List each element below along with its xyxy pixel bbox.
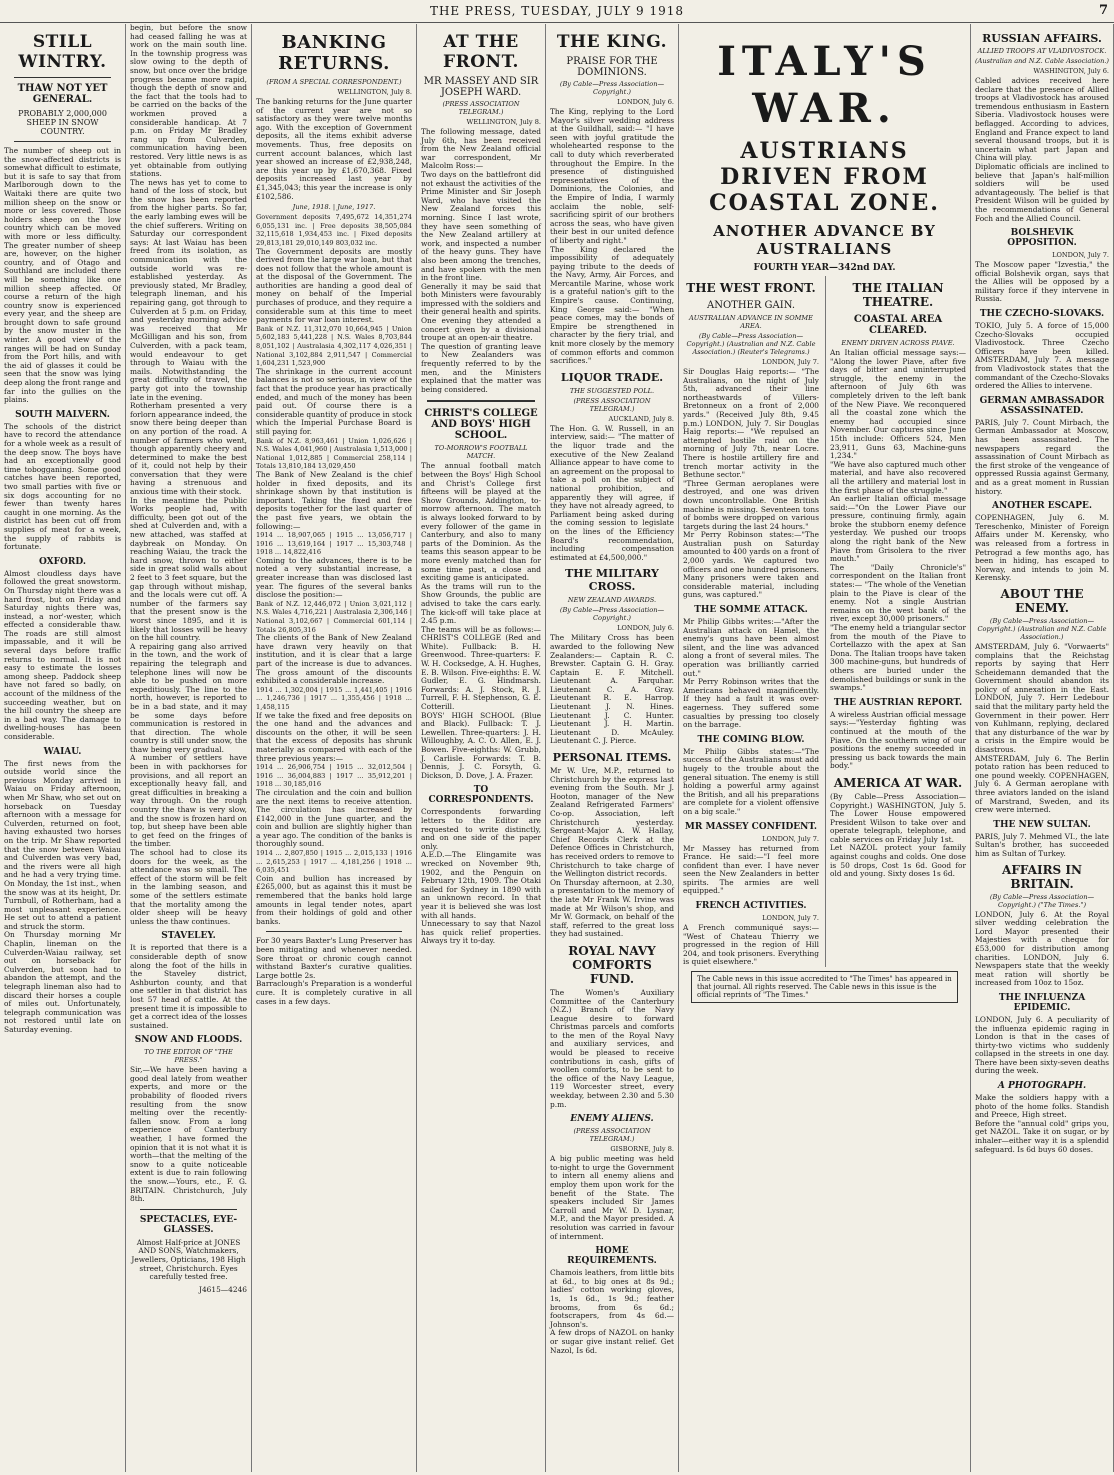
subheadline: TO-MORROW'S FOOTBALL MATCH. [434,444,528,461]
dateline: LONDON, July 7. [762,358,819,366]
dateline: WELLINGTON, July 8. [466,118,541,126]
article-text: A repairing gang also arrived in the town, and the work of repairing the telegraph and telephone lines will now be able to be pushed on more expeditiously. The line to the north, however, is reported to be in a bad state, and it may be some days before communication is restored in that direction. The whole country is still under snow, the thaw being very gradual. [130,641,247,754]
team-list: BOYS' HIGH SCHOOL (Blue and Black). Fullback: T. J. Lewellen. Three-quarters: J. H. Willoughby, A. C. O. Allen, E. J. Bowen. Five-eighths: W. Grubb, J. Carlisle. Forwards: T. B. Dennis, J. C. Forsyth, G. Dickson, D. Dove, J. A. Frazer. [421,710,541,780]
column-6 [679,24,971,1472]
article-text: The number of sheep out in the snow-affected districts is somewhat difficult to estimate, but it is safe to say that from Marlborough down to the Waitaki there are quite two million sheep on the snow or more or less covered. Those holders sheep on the low country which can be moved with more or less difficulty. The greater number of sheep are, however, on the higher country, and of Otago and Southland are included there will be something like one million sheep affected. Of course a return of the high country snow is experienced every year, and the sheep are brought down to safe ground by the snow muster in the winter. A good view of the ranges will be had on Sunday from the Port hills, and with the aid of glasses it could be seen that the snow was lying deep along the front range and far into the gullies on the plains. [4,146,121,405]
column-5 [546,24,679,1472]
article-text: The Bank of New Zealand is the chief holder in fixed deposits, and its shrinkage shown by that institution is important. Taking the fixed and free deposits together for the last quarter of the past five years, we obtain the following:— [256,469,412,531]
figures-table: 1914 ... 2,807,850 | 1915 ... 2,015,133 | 1916 ... 2,615,253 | 1917 ... 4,181,256 | 1918 ... 6,035,451 [256,849,412,875]
section-heading: THE INFLUENZA EPIDEMIC. [998,992,1086,1013]
figures-table: 1914 ... 1,302,004 | 1915 ... 1,441,405 | 1916 ... 1,246,736 | 1917 ... 1,355,456 | 1918 ... 1,458,115 [256,685,412,711]
article-text: PARIS, July 7. Count Mirbach, the German Ambassador at Moscow, has been assassinated. The newspapers regard the assassination of Count Mirbach as the first stroke of the vengeance of oppressed Russia against Germany, and as a great moment in Russian history. [975,417,1109,496]
section-heading: HOME REQUIREMENTS. [567,1246,657,1267]
article-text: Mr Massey has returned from France. He said:—"I feel more confident than ever. I have never seen the New Zealanders in better spirits. The armies are well equipped." [683,843,819,896]
section-heading: THE MILITARY CROSS. [565,567,659,594]
article-text: The clients of the Bank of New Zealand have drawn very heavily on that institution, and it is clear that a large part of the increase is due to advances. The gross amount of the discounts exhibited a considerable increase. [256,633,412,686]
article-text: Mr W. Ure, M.P., returned to Christchurch by the express last evening from the South. Mr J. Hooton, manager of the New Zealand Refrigerated Farmers' Co-op. Association, left Christchurch yesterday. Sergeant-Major A. W. Hallay, Chief Records Clerk at the Defence Offices in Christchurch, has received orders to remove to Christchurch to take charge of the Wellington district records. [550,766,674,879]
article-text: A wireless Austrian official message says:—"Yesterday fighting was continued at the mouth of the Piave. On the southern wing of our positions the enemy succeeded in pressing us back towards the main body." [830,709,966,771]
section-heading: TO CORRESPONDENTS. [428,785,534,806]
table-header: June, 1918. | June, 1917. [292,203,376,212]
headline-affairs-in-britain: AFFAIRS IN BRITAIN. [1002,862,1082,891]
article-text: COPENHAGEN, July 6. M. Tereschenko, Minister of Foreign Affairs under M. Kerensky, who was released from a fortress in Petrograd a few months ago, has been in hiding, has escaped to Norway, and intends to join M. Kerensky. [975,513,1109,583]
byline: (By Cable—Press Association—Copyright.) [559,606,665,623]
ad-text: Unnecessary to say that Nazol has quick relief properties. Always try it to-day. [421,919,541,946]
section-heading: THE COMING BLOW. [697,734,805,745]
section-heading: MR MASSEY CONFIDENT. [684,821,818,832]
byline: (By Cable—Press Association—Copyright.) (Australian and N.Z. Cable Association.) [977,616,1107,641]
article-text: Correspondents forwarding letters to the Editor are requested to write distinctly, and on one side of the paper only. [421,807,541,851]
section-heading: ROYAL NAVY COMFORTS FUND. [568,943,656,986]
article-text: The King, replying to the Lord Mayor's silver wedding address at the Guildhall, said:— "I have seen with joyful gratitude the wholehearted response to the call to duty which reverberated throughout the Empire. In the presence of distinguished representatives of the Dominions, the Colonies, and the Empire of India, I warmly acclaim the noble, self-sacrificing spirit of our brothers across the seas, who have given their best in our united defence of liberty and right." [550,107,674,245]
article-text: A big public meeting was held to-night to urge the Government to intern all enemy aliens and employ them upon work for the benefit of the State. The speakers included Sir James Carroll and Mr W. D. Lysnar, M.P., and the Mayor presided. A resolution was carried in favour of internment. [550,1154,674,1241]
byline: (Australian and N.Z. Cable Association.) [975,57,1109,65]
article-text: On Thursday morning Mr Chaplin, lineman on the Culverden-Waiau railway, set out on horseback for Culverden, but soon had to abandon the attempt, and the telegraph lineman also had to discard their horses a couple of miles out. Unfortunately, telegraph communication was not restored until late on Saturday evening. [4,930,121,1034]
byline: (By Cable—Press Association—Copyright.) ("The Times.") [989,892,1095,909]
headline-banking-returns: BANKING RETURNS. [278,32,390,74]
article-text: The Government deposits are mostly derived from the large war loan, but that does not follow that the whole amount is at the disposal of the Government. The authorities are handing a good deal of money on behalf of the Imperial purchases of produce, and they require a considerable sum at this time to meet payments for war loan interest. [256,246,412,325]
ad-code: J4615—4246 [199,1284,247,1294]
article-text: The "Daily Chronicle's" correspondent on the Italian front states:— "The whole of the Venetian plain to the Piave is clear of the enemy. Not a single Austrian remains on the west bank of the river, except 30,000 prisoners." [830,562,966,624]
section-heading: THE CZECHO-SLOVAKS. [979,309,1105,320]
divider [427,400,535,402]
figures-table: Bank of N.Z. 8,963,461 | Union 1,026,626 | N.S. Wales 4,041,960 | Australasia 1,513,000 | National 1,012,885 | Commercial 258,114 | Totals 13,810,184 13,029,450 [256,436,412,471]
dateline: LONDON, July 6. [617,624,674,633]
subheadline: PROBABLY 2,000,000 SHEEP IN SNOW COUNTRY. [18,109,107,136]
ad-text: Let NAZOL protect your family against coughs and colds. One dose is 50 drops, Cost 1s 6d. Good for old and young. Sixty doses 1s 6d. [830,843,966,879]
byline: (PRESS ASSOCIATION TELEGRAM.) [442,100,520,116]
article-text: "The enemy held a triangular sector from the mouth of the Piave to Cortellazzo with the apex at San Dona. The Italian troops have taken 300 machine-guns, but hundreds of others are buried under the demolished buildings or sunk in the swamps." [830,623,966,693]
article-text: On Thursday afternoon, at 2.30, a presentation to the memory of the late Mr Frank W. Irvine was made at Mr Wilson's shop, and Mr W. Gormack, on behalf of the staff, referred to the great loss they had sustained. [550,877,674,939]
article-text: The circulation and the coin and bullion are the next items to receive attention. The circulation has increased by £142,000 in the June quarter, and the coin and bullion are slightly higher than a year ago. The condition of the banks is thoroughly sound. [256,787,412,849]
article-text: The King declared the impossibility of adequately paying tribute to the deeds of the Navy, Army, Air Forces, and Mercantile Marine, whose work is a grateful nation's gift to the Empire's cause. Continuing, King George said:— "When peace comes, may the bonds of Empire be strengthened in character by the fiery trial, and knit more closely by the memory of common efforts and common sacrifices." [550,244,674,366]
section-heading: THE SOMME ATTACK. [694,605,808,616]
ad-text: A few drops of NAZOL on hanky or sugar give instant relief. Get Nazol, Is 6d. [550,1328,674,1355]
subheadline: PRAISE FOR THE DOMINIONS. [566,56,658,78]
dateline: AUCKLAND, July 8. [608,414,674,423]
subheadline: MR MASSEY AND SIR JOSEPH WARD. [423,76,539,98]
article-text: An Italian official message says:— "Along the lower Piave, after five days of bitter and uninterrupted struggle, the enemy in the afternoon of July 6th was completely driven to the left bank of the New Piave. We reconquered all the coastal zone which the enemy had occupied since November. Our captures since June 15th include: Officers 524, Men 23,911, Guns 63, Machine-guns 1,234." [830,348,966,461]
byline: (PRESS ASSOCIATION TELEGRAM.) [573,396,651,413]
article-text: "We have also captured much other material, and have also recovered all the artillery and material lost in the first phase of the struggle." [830,459,966,495]
article-text: Sir,—We have been having a good deal lately from weather experts, and more or the probability of flooded rivers resulting from the snow melting over the recently-fallen snow. From a long experience of Canterbury weather, I have formed the opinion that it is not what it is worth—that the melting of the snow to a quite noticeable extent is due to rain following the snow.—Yours, etc., F. G. BRITAIN. Christchurch, July 8th. [130,1065,247,1204]
headline-another-advance: ANOTHER ADVANCE BY AUSTRALIANS [713,222,936,258]
figures-table: 1914 ... 18,907,065 | 1915 ... 13,056,717 | 1916 ... 13,619,164 | 1917 ... 15,303,748 | 1918 ... 14,822,416 [256,531,412,557]
sub-column-left [683,276,819,967]
article-text: It is reported that there is a considerable depth of snow along the foot of the hills in the Staveley district, Ashburton county, and that one settler in that district has lost 57 head of cattle. At the present time it is impossible to get a correct idea of the losses sustained. [130,943,247,1030]
article-text: A number of settlers have been in with packhorses for provisions, and all report an exceptionally heavy fall, and great difficulties in breaking a way through. On the rough country the thaw is very slow, and the snow is frozen hard on top, but sheep have been able to get feed on the fringes of the timber. [130,753,247,849]
subheadline: NEW ZEALAND AWARDS. [567,596,657,605]
section-heading: THE AUSTRIAN REPORT. [833,697,963,708]
article-text: Diplomatic officials are inclined to believe that Japan's half-million soldiers will be used advantageously. The belief is that President Wilson will be guided by the recommendations of General Foch and the Allied Council. [975,161,1109,223]
article-text: Two days on the battlefront did not exhaust the activities of the Prime Minister and Sir Joseph Ward, who have visited the New Zealand forces this morning. Since I last wrote, they have seen something of the New Zealand artillery at work, and inspected a number of the heavy guns. They have also been among the trenches, and have spoken with the men in the front line. [421,169,541,283]
article-text: The annual football match between the Boys' High School and Christ's College first fifteens will be played at the Show Grounds, Addington, to-morrow afternoon. The match is always looked forward to by every follower of the game in Canterbury, and also to many parts of the Dominion. As the teams this season appear to be more evenly matched than for some time past, a close and exciting game is anticipated. [421,461,541,583]
section-heading: AMERICA AT WAR. [833,775,963,790]
byline: (By Cable—Press Association—Copyright.) (Australian and N.Z. Cable Association.) (Reuter's Telegrams.) [686,332,816,356]
cable-notice: The Cable news in this issue accredited to "The Times" has appeared in that journal. All rights reserved. The Cable news in this issue is the official reprints of "The Times." [691,971,958,1003]
section-heading: SOUTH MALVERN. [15,409,110,420]
headline-italys-war: ITALY'S WAR. [717,38,932,132]
article-text: PARIS, July 7. Mehmed VI., the late Sultan's brother, has succeeded him as Sultan of Turkey. [975,831,1109,858]
column-4 [417,24,546,1472]
article-text: The school had to close its doors for the week, as the attendance was so small. The effect of the storm will be felt in the lambing season, and some of the settlers estimate that the mortality among the older sheep will be heavy unless the thaw continues. [130,848,247,926]
article-text: The first news from the outside world since the previous Monday arrived in Waiau on Friday afternoon, when Mr Shaw, who set out on horseback on Tuesday afternoon with a message for Culverden, returned on foot, having exhausted two horses on the trip. Mr Shaw reported that the snow between Waiau and Culverden was very bad, and the rivers were all high and he had a very trying time. On Monday, the 1st inst., when the snow was at its height, Dr. Turnbull, of Rotherham, had a most unpleasant experience. He set out to attend a patient and struck the storm. [4,758,121,931]
article-text: A.E.D.—The Elingamite was wrecked on November 9th, 1902, and the Penguin on February 12th, 1909. The Otaki sailed for Sydney in 1890 with an unknown record. In that year it is believed she was lost with all hands. [421,850,541,920]
byline: (By Cable—Press Association—Copyright.) [559,80,665,96]
sub-column-right [825,276,966,967]
figures-table: 1914 ... 26,906,754 | 1915 ... 32,012,504 | 1916 ... 36,004,883 | 1917 ... 35,912,201 | 1918 ... 30,185,016 [256,763,412,789]
article-text: As the trams will run to the Show Grounds, the public are advised to take the cars early. The kick-off will take place at 2.45 p.m. [421,581,541,626]
headline-austrians-driven: AUSTRIANS DRIVEN FROM COASTAL ZONE. [709,138,940,216]
article-text: The Women's Auxiliary Committee of the Canterbury (N.Z.) Branch of the Navy League desire to forward Christmas parcels and comforts to the men of the Royal Navy and auxiliary services, and would be pleased to receive contributions in cash, gifts of woollen comforts, to be sent to the office of the Navy League, 119 Worcester street, every weekday, between 2.30 and 5.30 p.m. [550,987,674,1109]
war-day-counter: FOURTH YEAR—342nd DAY. [753,263,896,273]
article-text: Chamois leathers, from little bits at 6d., to big ones at 8s 9d.; ladies' cotton working gloves, 1s, 1s 6d., 1s 9d.; feather brooms, from 6s 6d.; footscrapers, from 4s 6d.—Johnson's. [550,1268,674,1329]
article-text: Mr Perry Robinson states:—"The Australian push on Saturday amounted to 400 yards on a front of 2,000 yards. We captured two officers and one hundred prisoners. Many prisoners were taken and considerable material, including guns, was captured." [683,530,819,600]
article-text: The Moscow paper "Izvestia," the official Bolshevik organ, says that the Allies will be opposed by a military force if they intervene in Russia. [975,260,1109,304]
article-text: Coin and bullion has increased by £265,000, but as against this it must be remembered that the banks hold large amounts in legal tender notes, apart from their holdings of gold and other banks. [256,873,412,926]
section-heading: ANOTHER GAIN. [706,300,796,311]
divider [14,141,111,142]
column-3 [252,24,417,1472]
section-heading: THE NEW SULTAN. [993,819,1091,830]
article-text: "Three German aeroplanes were destroyed, and one was driven down uncontrollable. One British machine is missing. Seventeen tons of bombs were dropped on various targets during the last 24 hours." [683,478,819,531]
section-heading: LIQUOR TRADE. [560,370,664,384]
headline-still-wintry: STILL WINTRY. [18,32,107,72]
article-text: The Hon. G. W. Russell, in an interview, said:— "The matter of the liquor trade and the executive of the New Zealand Alliance appear to have come to an agreement on the proposal to take a poll on the subject of national prohibition, and apparently they will agree, if they have not already agreed, to Parliament being asked during the coming session to legislate on the lines of the Efficiency Board's recommendation, including compensation estimated at £4,500,000." [550,423,674,562]
dateline: WASHINGTON, July 6. [1033,67,1109,75]
article-text: In the meantime the Public Works people had, with difficulty, been got out of the shed at Culverden and, with a new attached, was staffed at daybreak on Monday. On reaching Waiau, the track the hard snow, thrown to either side in great solid walls about 2 feet to 3 feet square, but the gap through without mishap, and the locals were cut off. A number of the farmers say that the present snow is the worst since 1895, and it is likely that losses will be heavy on the hill country. [130,495,247,643]
divider [140,1209,237,1210]
dateline: LONDON, July 6. [617,98,674,106]
section-heading: WAIAU. [43,746,82,757]
article-text: Cabled advices received here declare that the presence of Allied troops at Vladivostock has aroused tremendous enthusiasm in Eastern Siberia. Vladivostock houses were beflagged. According to advices, England and France expect to land several thousand troops, but it is uncertain what part Japan and China will play. [975,76,1109,163]
article-text: The following message, dated July 6th, has been received from the New Zealand official war correspondent, Mr Malcolm Ross:— [421,127,541,171]
masthead-title: THE PRESS, TUESDAY, JULY 9 1918 [429,4,685,18]
section-heading: THE WEST FRONT. [686,281,816,295]
page-number: 7 [1098,3,1108,18]
sub-columns [683,276,966,967]
article-text: AMSTERDAM, July 6. "Vorwaerts" complains that the Reichstag reports by saying that Herr Scheidemann demanded that the Government should abandon its policy of annexation in the East. LONDON, July 7. Herr Ledebour said that the military party held the Government in their power. Herr von Kuhlmann, replying, declared that any disturbance of the war by a crisis in the Empire would be disastrous. [975,641,1109,755]
headline-about-the-enemy: ABOUT THE ENEMY. [1000,586,1084,615]
article-text: Make the soldiers happy with a photo of the home folks. Standish and Preece, High street. [975,1093,1109,1120]
section-heading: ANOTHER ESCAPE. [992,501,1092,512]
article-text: Mr Perry Robinson writes that the Americans behaved magnificently. If they had a fault it was over-eagerness. They suffered some casualties by pressing too closely on the barrage. [683,677,819,730]
article-text: If we take the fixed and free deposits on the one hand and the advances and discounts on the other, it will be seen that the excess of deposits has shrunk materially as compared with each of the three previous years:— [256,710,412,763]
section-heading: A PHOTOGRAPH. [997,1081,1087,1092]
article-text: Almost cloudless days have followed the great snowstorm. On Thursday night there was a hard frost, but on Friday and Saturday nights there was, instead, a nor'-wester, which effected a considerable thaw. The roads are still almost impassable, and it will be several days before traffic returns to normal. It is not easy to estimate the losses among sheep. Paddock sheep have not fared so badly, on account of the mildness of the succeeding weather, but on the hill country the sheep are in a bad way. The damage to dwelling-houses has been considerable. [4,568,121,741]
divider [14,77,111,78]
ad-text: Barraclough's Preparation is a wonderful cure. It is completely curative in all cases in a few days. [256,979,412,1006]
divider [266,931,402,932]
section-heading: GERMAN AMBASSADOR ASSASSINATED. [979,395,1105,416]
article-text: Mr Philip Gibbs states:—"The success of the Australians must add hugely to the trouble about the general situation. The enemy is still holding a powerful army against the British, and all his preparations are complete for a violent offensive on a big scale." [683,746,819,816]
subheadline: AUSTRALIAN ADVANCE IN SOMME AREA. [688,314,813,330]
ad-title: SPECTACLES, EYE-GLASSES. [139,1214,238,1235]
ad-text: Almost Half-price at JONES AND SONS, Watchmakers, Jewellers, Opticians, 198 High street, Christchurch. Eyes carefully tested free. [131,1237,246,1282]
byline: (FROM A SPECIAL CORRESPONDENT.) [266,78,402,86]
column-2 [126,24,252,1472]
dateline: LONDON, July 7. [762,834,819,843]
dateline: LONDON, July 7. [1052,251,1109,260]
column-7 [971,24,1114,1472]
article-text: begin, but before the snow had ceased falling he was at work on the main south line. In the township progress was slow owing to the depth of snow, but once over the bridge progress became more rapid, though the depth of snow and the fact that the tools had to be carried on the backs of the workmen proved a considerable handicap. At 7 p.m. on Friday Mr Bradley rang up from Culverden, communication having been restored. Very little news is as yet obtainable from outlying stations. [130,24,247,179]
article-text: AMSTERDAM, July 6. The Berlin potato ration has been reduced to one pound weekly. COPENHAGEN, July 6. A German aeroplane with three aviators landed on the island of Marstrand, Sweden, and its crew were interned. [975,753,1109,815]
section-heading: FRENCH ACTIVITIES. [695,901,807,912]
section-heading: ENEMY ALIENS. [570,1114,654,1125]
subheadline: THAW NOT YET GENERAL. [17,83,108,105]
figures-table: Government deposits 7,495,672 14,351,274 6,055,131 inc. | Free deposits 38,505,084 32,115,618 1,934,453 inc. | Fixed deposits 29,813,181 29,010,149 803,032 inc. [256,213,412,247]
article-text: The question of granting leave to New Zealanders was frequently referred to by the men, and the Ministers explained that the matter was being considered. [421,341,541,394]
byline: (PRESS ASSOCIATION TELEGRAM.) [573,1127,651,1144]
figures-table: Bank of N.Z. 12,446,072 | Union 3,021,112 | N.S. Wales 4,716,221 | Australasia 2,306,146 | National 3,102,667 | Commercial 601,114 | Totals 26,805,316 [256,599,412,634]
article-text: TOKIO, July 5. A force of 15,000 Czecho-Slovaks occupied Vladivostock. Three Czecho Officers have been killed. AMSTERDAM, July 7. A message from Vladivostock states that the commandant of the Czecho-Slovaks ordered the Allies to intervene. [975,321,1109,391]
article-text: Rotherham presented a very forlorn appearance indeed, the snow there being deeper than on any portion of the road. A number of farmers who went, though apparently cheery and determined to make the best of it, could not help by their conversation that they were having a strenuous and anxious time with their stock. [130,401,247,497]
section-heading: BOLSHEVIK OPPOSITION. [1007,228,1077,249]
article-text: An earlier Italian official message said:—"On the Lower Piave our pressure, continuing firmly, again broke the stubborn enemy defence yesterday. We pushed our troops along the right bank of the New Piave from Grisolera to the river mouth." [830,494,966,564]
section-heading: COASTAL AREA CLEARED. [853,314,943,336]
awards-list: The Military Cross has been awarded to the following New Zealanders:— Captain R. C. Brewster. Captain G. H. Gray. Captain E. F. Mitchell. Lieutenant A. Farquhar. Lieutenant C. A. Gray. Lieutenant R. E. Harrop. Lieutenant J. N. Hines. Lieutenant J. C. Hunter. Lieutenant J. H. Martin. Lieutenant D. McAuley. Lieutenant C. J. Pierce. [550,633,674,746]
article-text: The news has yet to come to hand of the loss of stock, but the snow has been reported from the higher parts. So far, the early lambing ewes will be the chief sufferers. Writing on Saturday our correspondent says: At last Waiau has been freed from its isolation, as communication with the outside world was re-established yesterday. As previously stated, Mr Bradley, telegraph lineman, and his repairing gang, got through to Culverden at 5 p.m. on Friday, and yesterday morning advice was received that Mr McGilligan and his son, from Culverden, with a pack team, would endeavour to get through to Waiau with the mails. Notwithstanding the great difficulty of travel, the party got into the township late in the evening. [130,177,247,402]
article-text: Mr Philip Gibbs writes:—"After the Australian attack on Hamel, the enemy's guns have been almost silent, and the line was advanced along a front of several miles. The operation was brilliantly carried out." [683,617,819,678]
subheadline: ENEMY DRIVEN ACROSS PIAVE. [841,339,955,347]
section-heading: SNOW AND FLOODS. [134,1035,243,1046]
section-heading: STAVELEY. [161,931,216,942]
article-text: Sir Douglas Haig reports:— "The Australians, on the night of July 5th, advanced their line northeastwards of Villers-Bretonneux on a front of 2,000 yards." (Received July 8th, 9.45 p.m.) LONDON, July 7. Sir Douglas Haig reports:— "We repulsed an attempted hostile raid on the morning of July 7th, near Locre. There is hostile artillery fire and trench mortar activity in the Bethune sector." [683,367,819,480]
subheadline: THE SUGGESTED POLL. [569,386,655,395]
headline-the-king: THE KING. [556,32,668,52]
subheadline: ALLIED TROOPS AT VLADIVOSTOCK. [977,47,1107,55]
letter-heading: TO THE EDITOR OF "THE PRESS." [144,1048,233,1065]
ad-text: Before the "annual cold" grips you, get NAZOL. Take it on sugar, or by inhaler—either way it is a splendid safeguard. Is 6d buys 60 doses. [975,1118,1109,1154]
article-text: The shrinkage in the current account balances is not so serious, in view of the fact that the produce year has practically ended, and much of the money has been paid out. Of course there is a considerable quantity of produce in stock which the Imperial Purchase Board is still paying for. [256,366,412,436]
section-heading: OXFORD. [39,556,86,567]
article-text: Generally it may be said that both Ministers were favourably impressed with the soldiers and their general health and spirits. One evening they attended a concert given by a divisional troupe at an open-air theatre. [421,281,541,343]
dateline: WELLINGTON, July 8. [337,88,412,96]
article-text: A French communiqué says:— "West of Chateau Thierry we progressed in the region of Hill 204, and took prisoners. Everything is quiet elsewhere." [683,923,819,967]
masthead [0,0,1114,23]
dateline: LONDON, July 7. [762,914,819,923]
figures-table: Bank of N.Z. 11,312,070 10,664,945 | Union 5,602,183 5,441,228 | N.S. Wales 8,703,844 8,051,102 | Australasia 4,302,117 4,026,351 | National 3,102,884 2,911,547 | Commercial 1,604,231 1,523,900 [256,324,412,368]
team-list: The teams will be as follows:— CHRIST'S COLLEGE (Red and White). Fullback: B. H. Greenwood. Three-quarters: F. W. H. Cocksedge, A. H. Hughes, E. B. Wilson. Five-eighths: E. W. Gudler, E. G. Hindmarsh. Forwards: A. J. Stock, R. J. Turrell, F. H. Stephenson, G. E. Cotterill. [421,624,541,712]
section-heading: PERSONAL ITEMS. [552,751,672,765]
article-text: LONDON, July 6. A peculiarity of the influenza epidemic raging in London is that in the cases of thirty-two victims who suddenly collapsed in the streets in one day. There have been sixty-seven deaths during the week. [975,1014,1109,1076]
section-heading: CHRIST'S COLLEGE AND BOYS' HIGH SCHOOL. [424,408,538,442]
article-text: The schools of the district have to record the attendance for a whole week as a result of the deep snow. The boys have had an exceptionally good time tobogganing. Some good catches have been reported, two small parties with five or six dogs accounting for no fewer than twenty hares caught in one morning. As the district has been cut off from supplies of meat for a week, the supply of rabbits is fortunate. [4,421,121,552]
article-text: (By Cable—Press Association—Copyright.) WASHINGTON, July 5. The Lower House empowered President Wilson to take over and operate telegraph, telephone, and cable services on Friday July 1st. [830,791,966,844]
headline-at-the-front: AT THE FRONT. [443,32,519,72]
article-text: Coming to the advances, there is to be noted a very substantial increase, a greater increase than was disclosed last year. The figures of the several banks disclose the position:— [256,555,412,600]
dateline: GISBORNE, July 8. [610,1145,674,1154]
article-text: The banking returns for the June quarter of the current year are not so satisfactory as they were twelve months ago. With the exception of Government deposits, all the items exhibit adverse movements. Thus, free deposits on current account balances, which last year showed an increase of £2,938,248, are this year up by £1,670,368. Fixed deposits increased last year by £1,345,043; this year the increase is only £102,586. [256,97,412,201]
column-1 [0,24,126,1472]
headline-russian-affairs: RUSSIAN AFFAIRS. [982,32,1102,45]
section-heading: THE ITALIAN THEATRE. [852,281,944,309]
ad-text: For 30 years Baxter's Lung Preserver has been mitigating and whenever needed. Sore throat or chronic cough cannot withstand Baxter's curative qualities. Large bottle 2s. [256,936,412,980]
article-text: LONDON, July 6. At the Royal silver wedding celebration the Lord Mayor presented their Majesties with a cheque for £53,000 for distribution among charities. LONDON, July 6. Newspapers state that the weekly meat ration will shortly be increased from 10oz to 15oz. [975,909,1109,988]
